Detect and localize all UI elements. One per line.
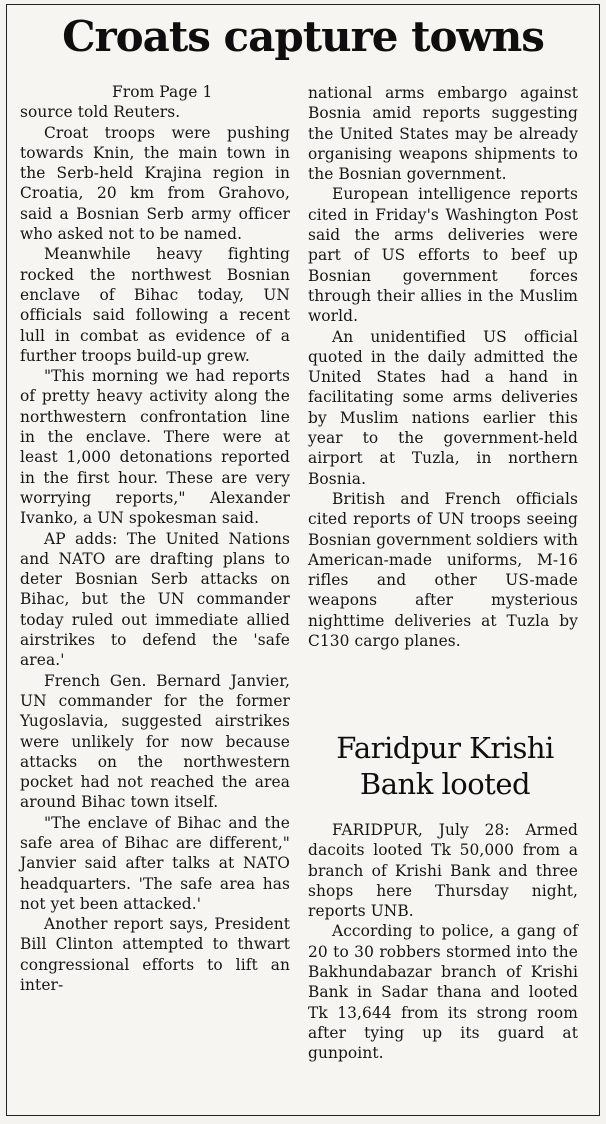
article-paragraph: national arms embargo against Bosnia amid reports suggesting the United States may be already organising weapons shipments to the Bosnian government.	[308, 84, 578, 184]
article-paragraph: According to police, a gang of 20 to 30 robbers stormed into the Bakhundabazar branch of Krishi Bank in Sadar thana and looted Tk 13,644 from its strong room after tying up its guard at gunpoint.	[308, 922, 578, 1063]
article-paragraph: Another report says, President Bill Clinton attempted to thwart congressional efforts to lift an inter-	[20, 915, 290, 995]
article-right-column	[308, 83, 578, 651]
from-page-line: From Page 1	[112, 83, 213, 101]
second-article-headline: Faridpur Krishi Bank looted	[336, 731, 554, 801]
article-paragraph: "The enclave of Bihac and the safe area of Bihac are different," Janvier said after talks at NATO headquarters. 'The safe area has not yet been attacked.'	[20, 813, 290, 913]
article-left-column	[20, 82, 290, 995]
article-paragraph: British and French officials cited reports of UN troops seeing Bosnian government soldiers with American-made uniforms, M-16 rifles and other US-made weapons after mysterious nighttime deliveries at Tuzla by C130 cargo planes.	[308, 489, 578, 651]
article-paragraph: An unidentified US official quoted in the daily admitted the United States had a hand in facilitating some arms deliveries by Muslim nations earlier this year to the government-held airport at Tuzla, in northern Bosnia.	[308, 327, 578, 488]
article-paragraph: "This morning we had reports of pretty heavy activity along the northwestern confrontation line in the enclave. There were at least 1,000 detonations reported in the first hour. These are very worrying reports," Alexander Ivanko, a UN spokesman said.	[20, 367, 290, 528]
article-paragraph: FARIDPUR, July 28: Armed dacoits looted Tk 50,000 from a branch of Krishi Bank and three shops here Thursday night, reports UNB.	[308, 821, 578, 921]
article-paragraph: Meanwhile heavy fighting rocked the northwest Bosnian enclave of Bihac today, UN officials said following a recent lull in combat as evidence of a further troops build-up grew.	[20, 245, 290, 365]
article-paragraph: French Gen. Bernard Janvier, UN commander for the former Yugoslavia, suggested airstrikes were unlikely for now because attacks on the northwestern pocket had not reached the area around Bihac town itself.	[20, 671, 290, 812]
second-article-body	[308, 820, 578, 1064]
article-paragraph: AP adds: The United Nations and NATO are drafting plans to deter Bosnian Serb attacks on Bihac, but the UN commander today ruled out immediate allied airstrikes to defend the 'safe area.'	[20, 529, 290, 670]
article-paragraph: European intelligence reports cited in Friday's Washington Post said the arms deliveries were part of US efforts to beef up Bosnian government forces through their allies in the Muslim world.	[308, 185, 578, 326]
article-headline: Croats capture towns	[62, 12, 544, 61]
article-paragraph: Croat troops were pushing towards Knin, the main town in the Serb-held Krajina region in Croatia, 20 km from Grahovo, said a Bosnian Serb army officer who asked not to be named.	[20, 123, 290, 244]
article-paragraph: source told Reuters.	[20, 103, 181, 122]
